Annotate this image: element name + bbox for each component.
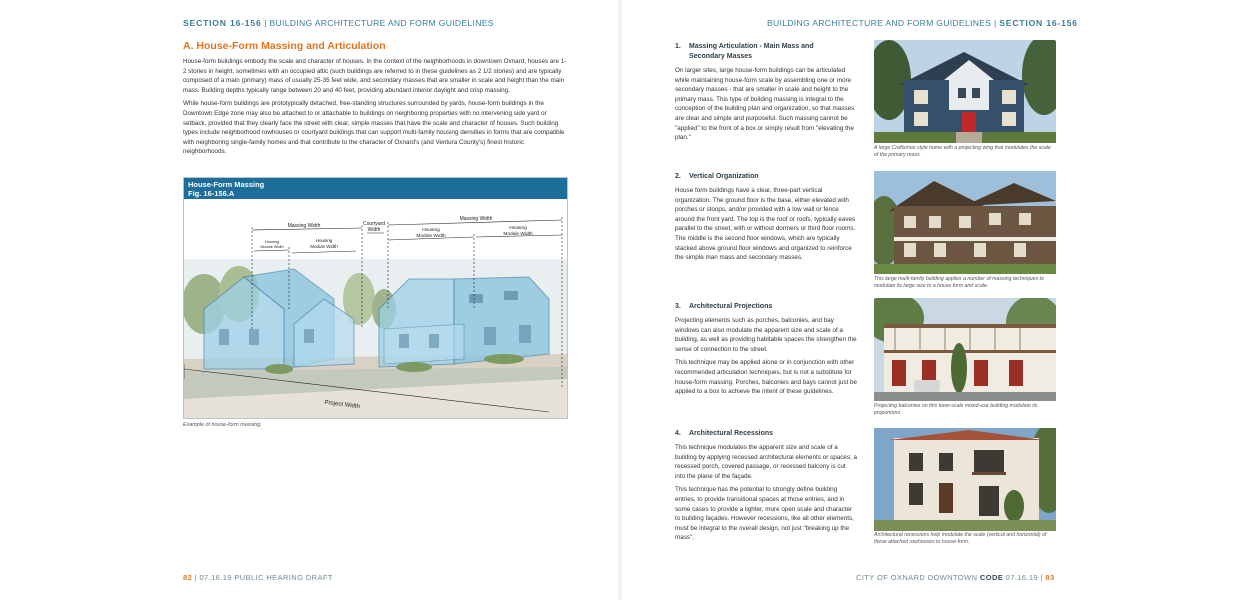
right-header-title: BUILDING ARCHITECTURE AND FORM GUIDELINES bbox=[767, 18, 992, 28]
right-footer-doc: CODE bbox=[979, 573, 1004, 582]
item-4-title-line-1: Architectural Recessions bbox=[689, 430, 774, 437]
item-4-paragraph-1: This technique modulates the apparent size and scale of a building by applying recessed architectural elements or spaces; a recessed porch, covered passage, or recessed balcony is cut into the plane of the façade. bbox=[675, 444, 858, 480]
massing-diagram bbox=[184, 199, 567, 418]
item-3-paragraph-2: This technique may be applied alone or in conjunction with other recommended articulation techniques, but is not a substitute for house-form massing. Porches, balconies and bays cannot just be applied to a box to achieve the intent of these guidelines. bbox=[675, 359, 858, 396]
housing-r2-label-2: Module Width bbox=[503, 232, 533, 237]
right-house-massing bbox=[379, 277, 549, 367]
left-footer-date: 07.16.19 bbox=[199, 573, 232, 582]
housing-small-label-2: Module Width bbox=[260, 245, 284, 249]
item-2-number: 2. bbox=[675, 173, 681, 180]
left-header-separator: | bbox=[264, 18, 267, 28]
right-footer bbox=[856, 573, 1055, 582]
right-footer-date: 07.16.19 bbox=[1005, 573, 1039, 582]
item-3-paragraph-1: Projecting elements such as porches, balconies, and bay windows can also modulate the apparent size and scale of a building, as well as providing habitable spaces the strengthen the sense of connection to the street. bbox=[675, 317, 857, 353]
right-running-header bbox=[767, 18, 1078, 28]
multi-family-building-photo bbox=[874, 171, 1056, 274]
project-width-label: Project Width bbox=[324, 399, 361, 411]
item-3-title-line-1: Architectural Projections bbox=[689, 303, 773, 310]
item-4-number: 4. bbox=[675, 430, 681, 437]
recessed-rowhouses-photo bbox=[874, 428, 1056, 531]
massing-width-right-label: Massing Width bbox=[459, 216, 493, 222]
intro-paragraph-1: House-form buildings embody the scale and character of houses. In the context of the neighborhoods in downtown Oxnard, houses are 1-2 stories in height, sometimes with an occupied attic (such buildings are referred to in these guidelines as 2 1/2 stories) and are typically composed of a main (primary) mass of usually 25-35 feet wide, and secondary masses that are smaller in scale and height than the main mass. Building depths typically range between 20 and 40 feet, providing abundant interior daylight and crisp massing. bbox=[183, 58, 567, 94]
courtyard-label-2: Width bbox=[367, 227, 381, 233]
item-3-text bbox=[675, 316, 857, 401]
item-1-text bbox=[675, 66, 857, 147]
item-2-text bbox=[675, 186, 857, 267]
item-1-photo-caption: A large Craftsman style home with a projecting wing that modulates the scale of the primary mass. bbox=[874, 145, 1051, 158]
item-1-number: 1. bbox=[675, 43, 681, 50]
craftsman-home-photo bbox=[874, 40, 1056, 143]
courtyard-label-1: Courtyard bbox=[363, 221, 385, 227]
left-header-title: BUILDING ARCHITECTURE AND FORM GUIDELINES bbox=[269, 18, 494, 28]
item-4-text bbox=[675, 443, 857, 547]
item-4-paragraph-2: This technique has the potential to strongly define building entries, to provide transitional spaces at those entries, and in some cases to provide a lighter, more open scale and character to building façades. However recessions, like all other elements, must be integral to the overall design, not just "breaking up the mass". bbox=[675, 486, 854, 542]
figure-title-bar bbox=[184, 178, 567, 199]
left-page-number: 82 bbox=[183, 573, 193, 582]
item-3-title bbox=[675, 302, 772, 312]
item-2-title bbox=[675, 172, 759, 182]
figure-title: House-Form Massing bbox=[188, 180, 265, 189]
housing-r2-label-1: Housing bbox=[509, 226, 527, 231]
left-footer bbox=[183, 573, 333, 582]
right-footer-separator: | bbox=[1040, 573, 1043, 582]
right-header-separator: | bbox=[994, 18, 997, 28]
right-footer-org: CITY OF OXNARD DOWNTOWN bbox=[856, 573, 978, 582]
item-3-number: 3. bbox=[675, 303, 681, 310]
massing-width-left-label: Massing Width bbox=[287, 223, 321, 229]
section-heading: A. House-Form Massing and Articulation bbox=[183, 40, 386, 52]
housing-mid-label-2: Module Width bbox=[310, 244, 338, 249]
item-1-title-line-2: Secondary Masses bbox=[689, 52, 753, 60]
item-4-title bbox=[675, 429, 773, 439]
item-1-paragraph-1: On larger sites, large house-form buildings can be articulated while maintaining house-form scale by assembling one or more secondary masses - that are smaller in scale and height to the primary mass. This type of building massing is integral to the conception of the building plan and organization, so that masses are clear and simple and purposeful. Such massing cannot be "applied" to the front of a box or simply result from "elevating the plan." bbox=[675, 67, 855, 142]
left-running-header bbox=[183, 18, 494, 28]
figure-caption: Example of house-form massing. bbox=[183, 422, 262, 428]
right-header-section: SECTION 16-156 bbox=[999, 18, 1078, 28]
left-footer-separator: | bbox=[194, 573, 197, 582]
left-page bbox=[0, 0, 618, 600]
item-1-title bbox=[675, 42, 814, 61]
item-2-title-line-1: Vertical Organization bbox=[689, 173, 759, 180]
item-1-title-line-1: Massing Articulation - Main Mass and bbox=[689, 43, 814, 50]
housing-small-label-1: Housing bbox=[265, 240, 279, 244]
intro-text bbox=[183, 57, 567, 161]
item-4-photo-caption: Architectural recessions help modulate the scale (vertical and horizontal) of these attached rowhouses to house-form. bbox=[874, 532, 1047, 545]
housing-r1-label-2: Module Width bbox=[416, 234, 446, 239]
item-2-paragraph-1: House form buildings have a clear, three-part vertical organization. The ground floor is the base, either elevated with porches or stoops, and/or provided with a low wall or fence around the front yard. The top is the roof or roofs, typically eaves parallel to the street, with or without dormers or third floor rooms. The middle is the second floor windows, which are typically stacked above ground floor windows and organized to reinforce the simple man mass and secondary masses. bbox=[675, 187, 856, 262]
figure-number: Fig. 16-156.A bbox=[188, 189, 235, 198]
housing-r1-label-1: Housing bbox=[422, 228, 440, 233]
intro-paragraph-2: While house-form buildings are prototypically detached, free-standing structures surrounded by yards, house-form buildings in the Downtown Edge zone may also be attached to or attachable to buildings on neighboring properties with no intervening side yard or setback, provided that they clearly face the street with clear, simple masses that have the scale and character of houses. Such building types include neighborhood rowhouses or courtyard buildings that can support multi-family housing densities in forms that are compatible with neighboring single-family homes and that contribute to the character of Oxnard's (and Ventura County's) finest historic neighborhoods. bbox=[183, 100, 565, 156]
balcony-building-photo bbox=[874, 298, 1056, 401]
left-header-section: SECTION 16-156 bbox=[183, 18, 262, 28]
house-form-massing-figure bbox=[183, 177, 568, 419]
left-footer-status: PUBLIC HEARING DRAFT bbox=[234, 573, 333, 582]
item-2-photo-caption: This large multi-family building applies a number of massing techniques to modulate its large size to a house form and scale. bbox=[874, 276, 1044, 289]
housing-mid-label-1: Housing bbox=[315, 238, 333, 243]
right-page-number: 83 bbox=[1045, 573, 1055, 582]
item-3-photo-caption: Projecting balconies on this town-scale mixed-use building modulate its proportions. bbox=[874, 403, 1038, 416]
